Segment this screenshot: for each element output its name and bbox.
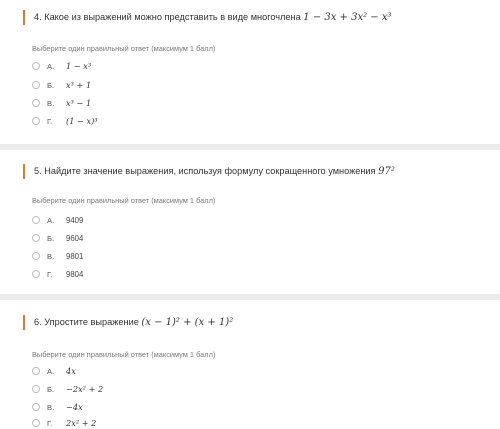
radio-button[interactable] — [32, 270, 40, 278]
option-value: 9801 — [66, 251, 84, 261]
option-letter: В. — [47, 98, 55, 108]
question-text: 5. Найдите значение выражения, используя формулу сокращенного умножения — [34, 166, 376, 176]
option-a[interactable] — [32, 365, 76, 377]
radio-button[interactable] — [32, 419, 40, 427]
radio-button[interactable] — [32, 81, 40, 89]
option-letter: Г. — [47, 269, 53, 279]
question-expression: (x − 1)² + (x + 1)² — [141, 317, 234, 328]
option-b[interactable] — [32, 79, 91, 91]
radio-button[interactable] — [32, 62, 40, 70]
option-letter: В. — [47, 251, 55, 261]
question-card-5 — [0, 150, 500, 294]
question-title-6 — [23, 315, 490, 330]
option-letter: Г. — [47, 116, 53, 126]
option-a[interactable] — [32, 60, 91, 72]
option-d[interactable] — [32, 417, 96, 429]
radio-button[interactable] — [32, 99, 40, 107]
answer-hint: Выберите один правильный ответ (максимум 1 балл) — [32, 350, 216, 359]
option-a[interactable] — [32, 214, 83, 226]
question-expression: 1 − 3x + 3x² − x³ — [303, 12, 392, 23]
radio-button[interactable] — [32, 403, 40, 411]
option-letter: А. — [47, 61, 55, 71]
option-value: 9409 — [66, 215, 84, 225]
question-title-4 — [23, 10, 490, 25]
option-value: 2x² + 2 — [66, 418, 97, 428]
radio-button[interactable] — [32, 216, 40, 224]
option-d[interactable] — [32, 115, 98, 127]
question-expression: 97² — [378, 166, 395, 177]
option-c[interactable] — [32, 97, 91, 109]
option-letter: А. — [47, 366, 55, 376]
radio-button[interactable] — [32, 117, 40, 125]
option-value: −2x² + 2 — [66, 384, 104, 394]
radio-button[interactable] — [32, 385, 40, 393]
answer-hint: Выберите один правильный ответ (максимум 1 балл) — [32, 196, 216, 205]
option-value: 1 − x³ — [66, 61, 92, 71]
option-value: (1 − x)³ — [66, 116, 98, 126]
radio-button[interactable] — [32, 367, 40, 375]
option-value: −4x — [66, 402, 83, 412]
radio-button[interactable] — [32, 252, 40, 260]
option-c[interactable] — [32, 250, 83, 262]
option-value: 4x — [66, 366, 76, 376]
option-letter: А. — [47, 215, 55, 225]
question-card-6 — [0, 300, 500, 429]
option-value: 9604 — [66, 233, 84, 243]
option-b[interactable] — [32, 383, 103, 395]
answer-hint: Выберите один правильный ответ (максимум 1 балл) — [32, 44, 216, 53]
radio-button[interactable] — [32, 234, 40, 242]
option-letter: В. — [47, 402, 55, 412]
question-card-4 — [0, 0, 500, 144]
option-letter: Г. — [47, 418, 53, 428]
option-letter: Б. — [47, 80, 55, 90]
question-text: 6. Упростите выражение — [34, 317, 139, 327]
question-title-5 — [23, 164, 490, 179]
option-d[interactable] — [32, 268, 83, 280]
option-c[interactable] — [32, 401, 83, 413]
option-letter: Б. — [47, 233, 55, 243]
option-value: x³ + 1 — [66, 80, 92, 90]
option-value: x³ − 1 — [66, 98, 92, 108]
question-text: 4. Какое из выражений можно представить в виде многочлена — [34, 12, 301, 22]
option-b[interactable] — [32, 232, 83, 244]
option-letter: Б. — [47, 384, 55, 394]
option-value: 9804 — [66, 269, 84, 279]
